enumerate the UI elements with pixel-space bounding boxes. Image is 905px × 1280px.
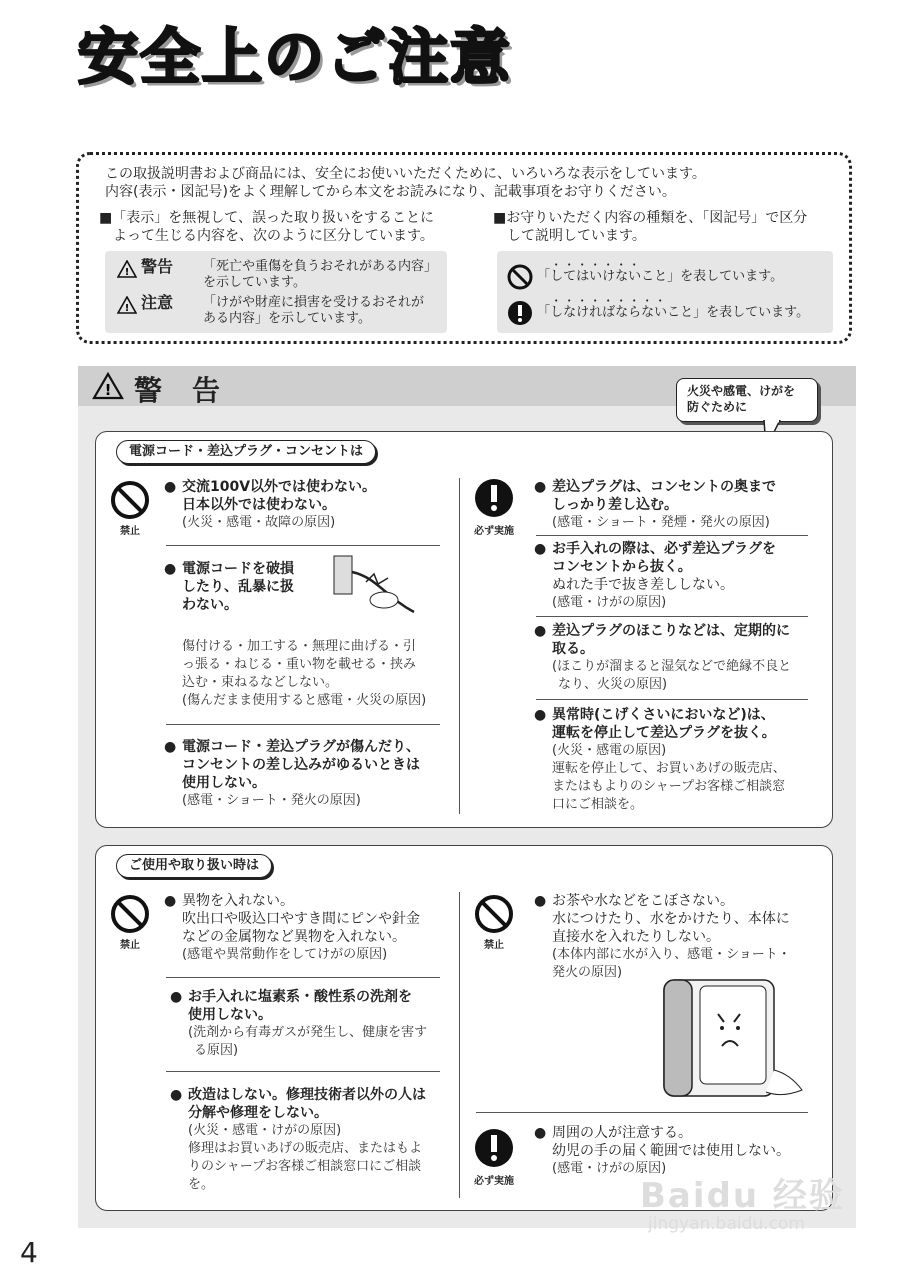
prohibit-icon: [110, 894, 150, 934]
plug-pull-illustration: [326, 552, 416, 622]
warning-header-label: 警告: [134, 374, 251, 407]
list-item: ● 異物を入れない。 吹出口や吸込口やすき間にピンや針金 などの金属物など異物を入れない。 (感電や異常動作をしてけがの原因): [164, 893, 420, 962]
right-heading: して説明しています。: [507, 228, 646, 244]
warning-text: を示しています。: [203, 275, 306, 290]
mandatory-emphasis: しなければならない: [550, 305, 668, 320]
mandatory-label: 必ず実施: [474, 1176, 514, 1187]
prohibit-label: 禁止: [484, 940, 504, 951]
prohibit-icon: [474, 894, 514, 934]
intro-line: この取扱説明書および商品には、安全にお使いいただくために、いろいろな表示をしています。: [105, 166, 706, 182]
list-item: ● 改造はしない。修理技術者以外の人は 分解や修理をしない。 (火災・感電・けがの原因) 修理はお買いあげの販売店、またはもよ りのシャープお客様ご相談窓口にご相談 を。: [170, 1087, 426, 1192]
left-heading: よって生じる内容を、次のように区分しています。: [113, 228, 434, 244]
list-item: ● 差込プラグのほこりなどは、定期的に 取る。 (ほこりが溜まると湿気などで絶縁不良と なり、火災の原因): [534, 623, 792, 692]
list-item: ● お茶や水などをこぼさない。 水につけたり、水をかけたり、本体に 直接水を入れたりしない。 (本体内部に水が入り、感電・ショート・ 発火の原因): [534, 893, 791, 980]
page-number: 4: [20, 1236, 38, 1269]
caution-text: ある内容」を示しています。: [203, 311, 371, 326]
warning-triangle-icon: [117, 260, 137, 278]
section-label: 電源コード・差込プラグ・コンセントは: [116, 440, 376, 464]
symbol-legend: 「してはいけないこと」を表しています。 「しなければならないこと」を表しています。: [497, 251, 833, 333]
humidifier-illustration: [656, 974, 806, 1102]
warning-label: 警告: [141, 257, 174, 276]
mandatory-label: 必ず実施: [474, 526, 514, 537]
section-usage: [95, 845, 833, 1211]
left-heading: ■「表示」を無視して、誤った取り扱いをすることに: [99, 210, 434, 226]
caution-text: 「けがや財産に損害を受けるおそれが: [203, 295, 425, 310]
caution-label: 注意: [141, 293, 174, 312]
prohibit-icon: [507, 264, 533, 290]
prohibit-label: 禁止: [120, 526, 140, 537]
list-item: ● 差込プラグは、コンセントの奥まで しっかり差し込む。 (感電・ショート・発煙・発火の原因): [534, 479, 776, 530]
list-item-notes: 傷付ける・加工する・無理に曲げる・引 っ張る・ねじる・重い物を載せる・挟み 込む・束ねるなどしない。 (傷んだまま使用すると感電・火災の原因): [182, 639, 427, 708]
level-legend: [105, 251, 447, 333]
caution-triangle-icon: [117, 296, 137, 314]
list-item: ● 交流100V以外では使わない。 日本以外では使わない。 (火災・感電・故障の原因): [164, 479, 377, 530]
svg-text:!: !: [124, 267, 130, 278]
mandatory-icon: [474, 1128, 514, 1168]
warning-text: 「死亡や重傷を負うおそれがある内容」: [203, 259, 438, 274]
intro-line: 内容(表示・図記号)をよく理解してから本文をお読みになり、記載事項をお守りください。: [105, 184, 676, 200]
warning-triangle-icon: [92, 372, 124, 400]
page-title: 安全上のご注意: [78, 23, 512, 93]
mandatory-icon: [474, 478, 514, 518]
mandatory-icon: [507, 300, 533, 326]
svg-text:!: !: [104, 381, 112, 399]
list-item: ● 電源コード・差込プラグが傷んだり、 コンセントの差し込みがゆるいときは 使用しない。 (感電・ショート・発火の原因): [164, 739, 420, 808]
list-item: ● お手入れに塩素系・酸性系の洗剤を 使用しない。 (洗剤から有毒ガスが発生し、健康を害す る原因): [170, 989, 428, 1058]
right-heading: ■お守りいただく内容の種類を、「図記号」で区分: [493, 210, 808, 226]
prohibit-icon: [110, 480, 150, 520]
watermark: Baidu 经验: [640, 1176, 845, 1216]
prohibit-emphasis: してはいけない: [550, 269, 642, 284]
list-item: ● 電源コードを破損 したり、乱暴に扱 わない。: [164, 561, 294, 613]
list-item: ● お手入れの際は、必ず差込プラグを コンセントから抜く。 ぬれた手で抜き差ししない。 (感電・けがの原因): [534, 541, 776, 610]
prohibit-label: 禁止: [120, 940, 140, 951]
svg-text:!: !: [124, 303, 130, 314]
intro-box: [76, 152, 852, 344]
section-power-cord: [95, 431, 833, 828]
list-item: ● 異常時(こげくさいにおいなど)は、 運転を停止して差込プラグを抜く。 (火災・感電の原因) 運転を停止して、お買いあげの販売店、 またはもよりのシャープお客様ご相談窓 口にご相談を。: [534, 707, 786, 812]
purpose-callout: 火災や感電、けがを 防ぐために: [676, 378, 818, 422]
watermark-url: jingyan.baidu.com: [648, 1214, 805, 1234]
section-label: ご使用や取り扱い時は: [116, 854, 272, 878]
list-item: ● 周囲の人が注意する。 幼児の手の届く範囲では使用しない。 (感電・けがの原因): [534, 1125, 790, 1176]
